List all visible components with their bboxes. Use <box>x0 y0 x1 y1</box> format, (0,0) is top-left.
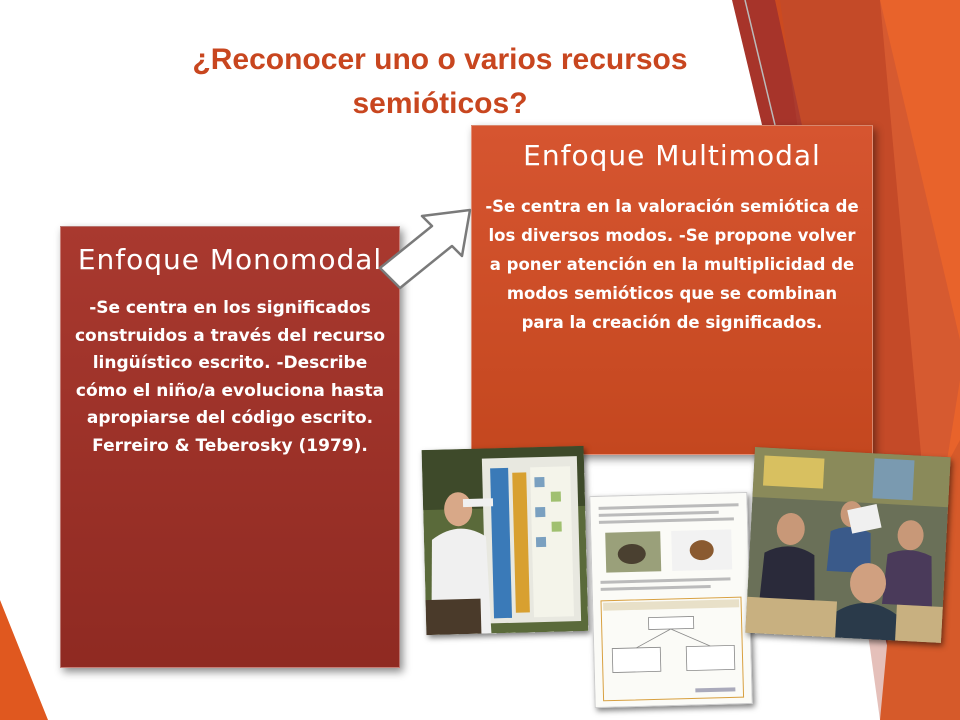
multimodal-box <box>471 125 873 455</box>
monomodal-heading: Enfoque Monomodal <box>77 243 383 276</box>
multimodal-heading: Enfoque Multimodal <box>523 139 821 172</box>
multimodal-body: -Se centra en la valoración semiótica de los diversos modos. -Se propone volver a poner atención en la multiplicidad de modos semióticos que se combinan para la creación de significados. <box>485 197 859 332</box>
photo-classroom-students <box>745 447 950 643</box>
photo-worksheet <box>589 492 752 708</box>
arrow-right-up-icon <box>372 198 482 298</box>
photo-teacher-at-board <box>422 446 589 635</box>
decor-left-triangle <box>0 600 48 720</box>
monomodal-body: -Se centra en los significados construidos a través del recurso lingüístico escrito. -Describe cómo el niño/a evoluciona hasta apropiarse del código escrito. Ferreiro & Teberosky (1979). <box>74 298 386 456</box>
slide-title: ¿Reconocer uno o varios recursos semióticos? <box>192 43 688 120</box>
monomodal-box <box>60 226 400 668</box>
